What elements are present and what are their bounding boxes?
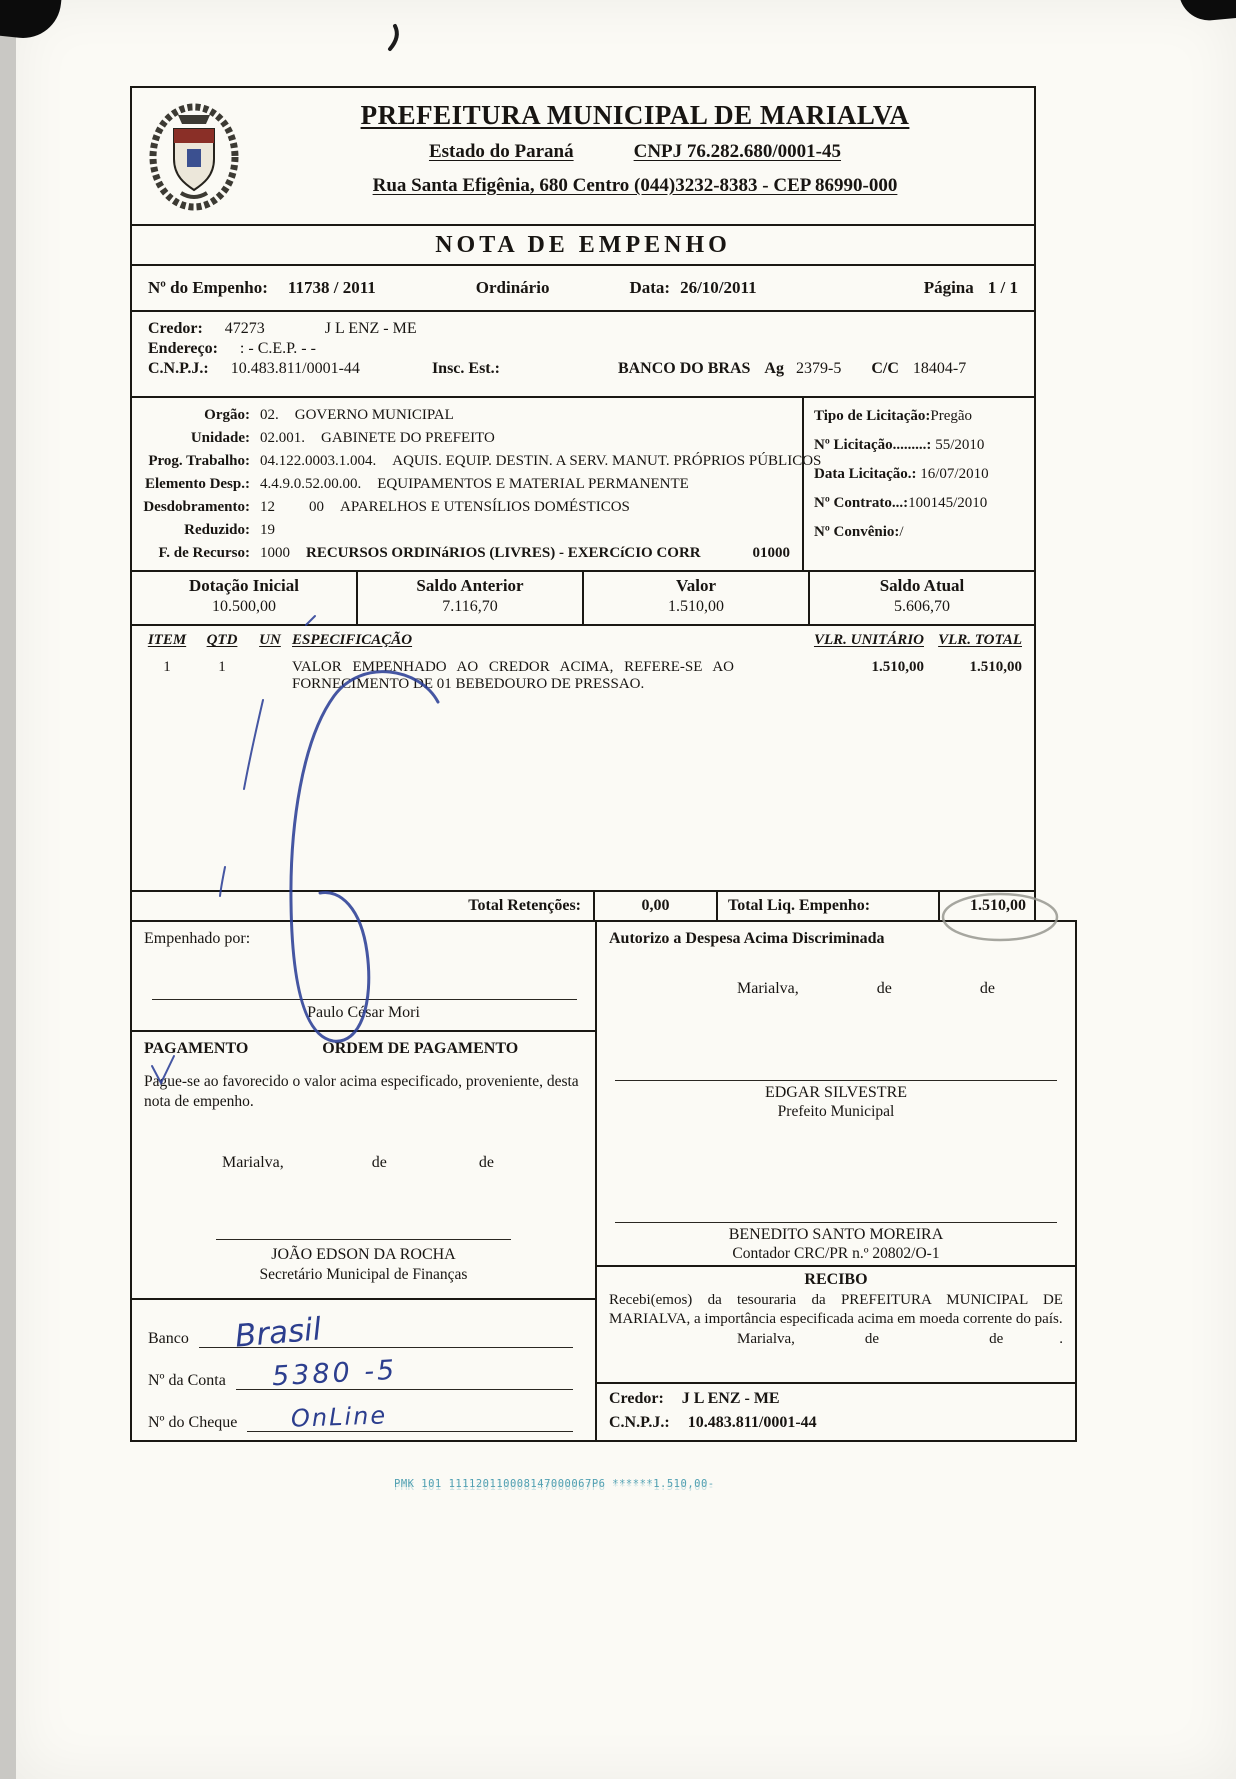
authorization-title: Autorizo a Despesa Acima Discriminada	[609, 930, 885, 947]
contract-row	[814, 495, 1024, 512]
bidding-date-label: Data Licitação.:	[814, 466, 917, 482]
reduced-label: Reduzido:	[184, 522, 250, 538]
bank-row	[132, 1308, 595, 1355]
receipt-box	[595, 1265, 1077, 1442]
item-qty: 1	[218, 659, 226, 675]
unit-code: 02.001.	[260, 430, 305, 446]
receipt-creditor-block	[597, 1382, 1075, 1440]
account-handwritten-value: 5380 -5	[271, 1354, 398, 1393]
work-program-row	[132, 450, 822, 473]
unit-row	[132, 427, 802, 450]
bidding-type-row	[814, 408, 1024, 425]
state-registration-label: Insc. Est.:	[431, 360, 500, 377]
signature-line	[152, 999, 577, 1000]
cheque-handwritten-value: OnLine	[290, 1401, 388, 1433]
mayor-role: Prefeito Municipal	[777, 1103, 895, 1120]
account-label: C/C	[871, 360, 899, 377]
breakdown-label: Desdobramento:	[143, 499, 250, 515]
right-column	[595, 922, 1077, 1442]
breakdown-code2: 00	[309, 499, 324, 515]
current-balance-label: Saldo Atual	[879, 576, 965, 595]
mayor-signature-line	[615, 1080, 1057, 1081]
payment-title: PAGAMENTO	[144, 1040, 249, 1057]
col-vlr-total: VLR. TOTAL	[938, 632, 1022, 648]
committed-by-name: Paulo César Mori	[307, 1004, 420, 1021]
accountant-signature-line	[615, 1222, 1057, 1223]
resource-label: F. de Recurso:	[158, 545, 250, 561]
value-cell	[582, 572, 808, 624]
agreement-row	[814, 524, 1024, 541]
signature-line	[216, 1239, 511, 1240]
left-column	[130, 922, 597, 1442]
finance-secretary-name: JOÃO EDSON DA ROCHA	[271, 1246, 456, 1263]
col-vlr-unitario: VLR. UNITÁRIO	[813, 632, 924, 648]
resource-desc: RECURSOS ORDINáRIOS (LIVRES) - EXERCíCIO CORR	[306, 545, 701, 561]
bidding-number-row	[814, 437, 1024, 454]
account-number-label: Nº da Conta	[148, 1372, 226, 1389]
budget-classification-section	[130, 396, 1036, 572]
initial-allocation-value: 10.500,00	[212, 598, 276, 615]
previous-balance-value: 7.116,70	[442, 598, 498, 615]
expense-element-row	[132, 473, 802, 496]
payment-order-box	[130, 1030, 597, 1300]
breakdown-row	[132, 496, 802, 519]
cheque-fill-line	[247, 1392, 573, 1432]
city-label: Marialva,	[737, 1331, 795, 1347]
committed-by-box	[130, 920, 597, 1032]
item-row	[138, 659, 1028, 693]
agreement-label: Nº Convênio:	[814, 524, 900, 540]
bank-label: Banco	[148, 1330, 189, 1347]
current-balance-value: 5.606,70	[894, 598, 950, 615]
unit-desc: GABINETE DO PREFEITO	[321, 430, 495, 446]
work-program-label: Prog. Trabalho:	[148, 453, 250, 469]
date-value: 26/10/2011	[680, 278, 757, 297]
retentions-label: Total Retenções:	[468, 897, 581, 914]
receipt-cnpj-value: 10.483.811/0001-44	[687, 1414, 817, 1431]
reduced-row	[132, 519, 802, 542]
signatures-section	[130, 922, 1063, 1442]
agency-label: Ag	[764, 360, 784, 377]
value-label: Valor	[676, 576, 716, 595]
de-2: de	[979, 980, 995, 997]
address-value: : - C.E.P. - -	[239, 340, 316, 357]
totals-row	[130, 890, 1036, 922]
items-table	[130, 624, 1036, 892]
resource-code: 1000	[260, 545, 290, 561]
organ-label: Orgão:	[204, 407, 250, 423]
contract-label: Nº Contrato...:	[814, 495, 909, 511]
finance-secretary-role: Secretário Municipal de Finanças	[259, 1266, 468, 1283]
city-label: Marialva,	[222, 1154, 284, 1171]
expense-element-label: Elemento Desp.:	[145, 476, 250, 492]
empenho-number-label: Nº do Empenho:	[148, 278, 268, 297]
bidding-number-value: 55/2010	[935, 437, 985, 453]
col-qtd: QTD	[206, 632, 238, 648]
current-balance-cell	[808, 572, 1034, 624]
bank-handwritten-value: Brasil	[233, 1311, 323, 1355]
col-un: UN	[259, 632, 281, 648]
address-line	[148, 340, 1018, 358]
receipt-date-line	[609, 1331, 1063, 1348]
bank-details-box	[130, 1298, 597, 1442]
organ-desc: GOVERNO MUNICIPAL	[294, 407, 454, 423]
receipt-creditor-label: Credor:	[609, 1390, 664, 1407]
org-cnpj: CNPJ 76.282.680/0001-45	[633, 141, 842, 162]
bidding-info-panel	[802, 398, 1034, 570]
authorization-box	[595, 920, 1077, 1267]
bidding-type-label: Tipo de Licitação:	[814, 408, 931, 424]
creditor-label: Credor:	[148, 320, 203, 337]
initial-allocation-cell	[132, 572, 356, 624]
page-value: 1 / 1	[987, 278, 1018, 297]
cnpj-value: 10.483.811/0001-44	[230, 360, 360, 377]
de-2: de	[989, 1331, 1004, 1347]
page-label: Página	[923, 278, 974, 297]
agency-value: 2379-5	[795, 360, 842, 377]
cheque-number-label: Nº do Cheque	[148, 1414, 238, 1431]
payment-order-text: Pague-se ao favorecido o valor acima especificado, proveniente, desta nota de empenho.	[144, 1073, 579, 1110]
cnpj-label: C.N.P.J.:	[148, 360, 209, 377]
receipt-text: Recebi(emos) da tesouraria da PREFEITURA MUNICIPAL DE MARIALVA, a importância especificada acima em moeda corrente do país.	[609, 1292, 1063, 1327]
net-total-label: Total Liq. Empenho:	[716, 892, 938, 920]
bidding-number-label: Nº Licitação.........:	[814, 437, 932, 453]
creditor-section	[130, 310, 1036, 398]
committed-by-label: Empenhado por:	[144, 930, 251, 947]
item-spec: VALOR EMPENHADO AO CREDOR ACIMA, REFERE-SE AO FORNECIMENTO DE 01 BEBEDOURO DE PRESSAO.	[292, 659, 734, 692]
item-total-price: 1.510,00	[969, 659, 1022, 675]
org-address: Rua Santa Efigênia, 680 Centro (044)3232-8383 - CEP 86990-000	[372, 175, 898, 196]
municipal-crest-logo	[142, 96, 246, 216]
document-title: NOTA DE EMPENHO	[435, 231, 731, 258]
receipt-title: RECIBO	[804, 1271, 868, 1288]
creditor-name: J L ENZ - ME	[324, 320, 417, 337]
header-text	[246, 96, 1024, 216]
payment-order-title: ORDEM DE PAGAMENTO	[322, 1040, 519, 1057]
classification-left	[132, 398, 822, 570]
contract-value: 100145/2010	[908, 495, 988, 511]
col-item: ITEM	[147, 632, 187, 648]
organ-row	[132, 404, 802, 427]
authorization-date-line	[609, 980, 1063, 998]
accountant-name: BENEDITO SANTO MOREIRA	[728, 1226, 944, 1243]
balances-table	[130, 570, 1036, 626]
items-header-row	[138, 632, 1028, 649]
item-unit-price: 1.510,00	[871, 659, 924, 675]
de-1: de	[864, 1331, 880, 1347]
bank-name: BANCO DO BRAS	[617, 360, 751, 377]
bidding-date-value: 16/07/2010	[920, 466, 989, 482]
value-value: 1.510,00	[668, 598, 724, 615]
expense-element-desc: EQUIPAMENTOS E MATERIAL PERMANENTE	[377, 476, 689, 492]
organ-code: 02.	[260, 407, 279, 423]
address-label: Endereço:	[148, 340, 218, 357]
nota-de-empenho-form	[130, 88, 1063, 1442]
empenho-type: Ordinário	[475, 278, 550, 297]
previous-balance-label: Saldo Anterior	[416, 576, 524, 595]
resource-code2: 01000	[752, 545, 790, 561]
bidding-date-row	[814, 466, 1024, 483]
previous-balance-cell	[356, 572, 582, 624]
resource-row	[132, 542, 802, 565]
accountant-role: Contador CRC/PR n.º 20802/O-1	[732, 1245, 940, 1262]
empenho-number-row	[130, 264, 1036, 312]
creditor-line	[148, 320, 1018, 338]
creditor-code: 47273	[224, 320, 265, 337]
account-fill-line	[236, 1350, 573, 1393]
org-name: PREFEITURA MUNICIPAL DE MARIALVA	[360, 100, 910, 130]
bidding-type-value: Pregão	[930, 408, 973, 424]
item-number: 1	[163, 659, 171, 675]
empenho-number-value: 11738 / 2011	[287, 278, 376, 297]
col-especificacao: ESPECIFICAÇÃO	[292, 632, 413, 648]
city-label: Marialva,	[737, 980, 799, 997]
state-name: Estado do Paraná	[428, 141, 574, 162]
account-row	[132, 1350, 595, 1392]
work-program-desc: AQUIS. EQUIP. DESTIN. A SERV. MANUT. PRÓPRIOS PÚBLICOS	[392, 453, 822, 469]
retentions-value: 0,00	[593, 892, 716, 920]
receipt-cnpj-label: C.N.P.J.:	[609, 1414, 670, 1431]
document-header	[130, 86, 1036, 226]
crest-icon	[148, 101, 240, 211]
de-2: de	[478, 1154, 494, 1171]
expense-element-code: 4.4.9.0.52.00.00.	[260, 476, 362, 492]
mayor-name: EDGAR SILVESTRE	[764, 1084, 908, 1101]
payment-date-line	[144, 1154, 583, 1172]
cheque-row	[132, 1392, 595, 1434]
work-program-code: 04.122.0003.1.004.	[260, 453, 377, 469]
dot-matrix-print-line: PMK 101 111120110008147000067P6 ******1.510,00-	[394, 1478, 715, 1490]
receipt-creditor-value: J L ENZ - ME	[681, 1390, 780, 1407]
de-1: de	[876, 980, 892, 997]
initial-allocation-label: Dotação Inicial	[188, 576, 300, 595]
document-title-bar	[130, 224, 1036, 266]
date-label: Data:	[629, 278, 671, 297]
breakdown-desc: APARELHOS E UTENSÍLIOS DOMÉSTICOS	[340, 499, 630, 515]
net-total-value: 1.510,00	[938, 892, 1034, 920]
bank-fill-line	[199, 1308, 573, 1355]
account-value: 18404-7	[912, 360, 967, 377]
agreement-value: /	[899, 524, 904, 540]
cnpj-line	[148, 360, 1018, 378]
unit-label: Unidade:	[190, 430, 250, 446]
reduced-code: 19	[260, 522, 275, 538]
breakdown-code: 12	[260, 499, 275, 515]
period-mark: .	[1059, 1331, 1063, 1347]
de-1: de	[371, 1154, 387, 1171]
